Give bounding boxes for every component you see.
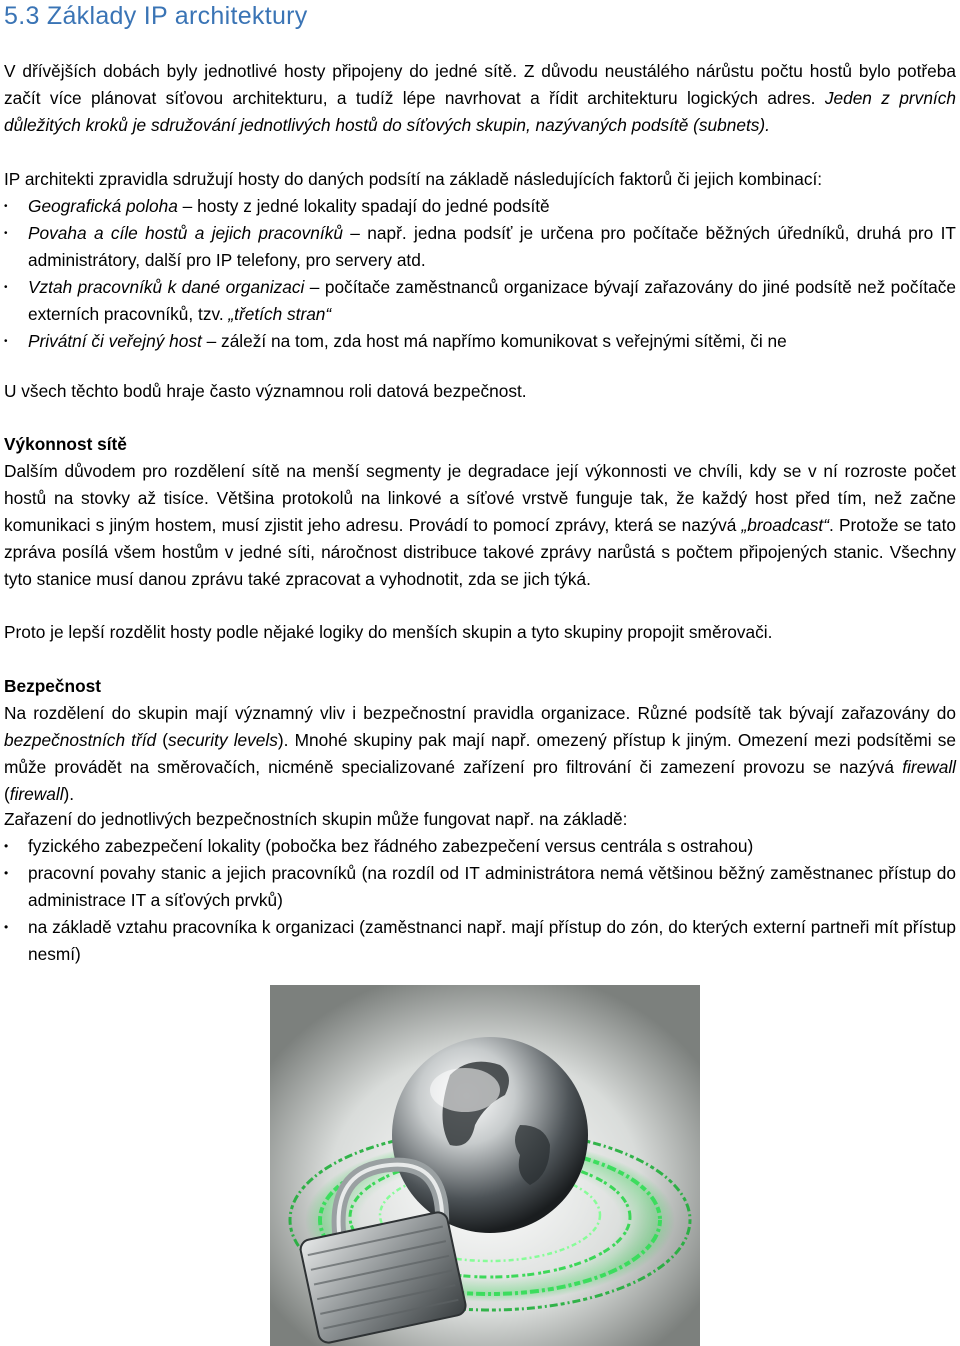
performance-text-c: . Protože se tato zpráva posílá všem hostům v jedné síti, náročnost distribuce takové zprávy narůstá s počtem připojených stanic. Všechny tyto stanice musí danou zprávu také zpracovat a vyhodnotit, zda se jich týká. (4, 515, 956, 589)
performance-text-a: Dalším důvodem pro rozdělení sítě na menší segmenty je degradace její výkonnosti ve chvíli, kdy se v ní rozroste počet hostů na stovky až tisíce. Většina protokolů na linkové a síťové vrstvě funguje tak, že každý host před tím, než začne komunikaci s jiným hostem, musí zjistit jeho adresu. Provádí to pomocí zprávy, která se nazývá (4, 461, 956, 535)
firewall-term: firewall (902, 757, 956, 777)
security-item-text: na základě vztahu pracovníka k organizaci (zaměstnanci např. mají přístup do zón, do kterých externí partneři mít přístup nesmí) (28, 917, 956, 964)
factor-item: • Geografická poloha – hosty z jedné lokality spadají do jedné podsítě (4, 196, 550, 216)
performance-conclusion: Proto je lepší rozdělit hosty podle nějaké logiky do menších skupin a tyto skupiny propojit směrovači. (4, 622, 773, 642)
intro-text-3: podsítě (subnets). (631, 115, 770, 135)
security-basis: Zařazení do jednotlivých bezpečnostních skupin může fungovat např. na základě: (4, 809, 628, 829)
security-text-g: ( (4, 784, 10, 804)
security-heading: Bezpečnost (4, 676, 101, 696)
factor-term: Geografická poloha (28, 196, 178, 216)
factor-item: • Povaha a cíle hostů a jejich pracovníků – např. jedna podsíť je určena pro počítače běžných úředníků, druhá pro IT administrátory, další pro IP telefony, pro servery atd. (4, 223, 956, 270)
performance-heading: Výkonnost sítě (4, 434, 127, 454)
firewall-term-en: firewall (9, 784, 64, 804)
security-paragraph (4, 700, 956, 808)
broadcast-term: „broadcast“ (741, 515, 829, 535)
security-text-e: ). Mnohé skupiny pak mají např. omezený přístup k jiným. Omezení mezi podsítěmi se může provádět na směrovačích, nicméně specializované zařízení pro filtrování či zamezení provozu se nazývá (4, 730, 956, 777)
factor-term: Privátní či veřejný host (28, 331, 202, 351)
security-item: • pracovní povahy stanic a jejich pracovníků (na rozdíl od IT administrátora nemá většinou běžný zaměstnanec přístup do administrace IT a síťových prvků) (4, 863, 956, 910)
intro-text-2: Jeden z prvních důležitých kroků je sdružování jednotlivých hostů do síťových skupin, nazývaných (4, 88, 956, 135)
security-list (4, 833, 956, 968)
performance-paragraph (4, 458, 956, 593)
security-class-term: bezpečnostních tříd (4, 730, 157, 750)
factors-intro: IP architekti zpravidla sdružují hosty do daných podsítí na základě následujících faktorů či jejich kombinací: (4, 169, 823, 189)
factor-term: Vztah pracovníků k dané organizaci (28, 277, 305, 297)
factor-text: – počítače zaměstnanců organizace bývají zařazovány do jiné podsítě než počítače externích pracovníků, tzv. (28, 277, 956, 324)
security-text-i: ). (63, 784, 75, 804)
factor-item: • Vztah pracovníků k dané organizaci – počítače zaměstnanců organizace bývají zařazovány do jiné podsítě než počítače externích pracovníků, tzv. „třetích stran“ (4, 277, 956, 324)
globe (392, 1037, 588, 1233)
security-levels-term: security levels (168, 730, 278, 750)
factor-item: • Privátní či veřejný host – záleží na tom, zda host má napřímo komunikovat s veřejnými sítěmi, či ne (4, 331, 787, 351)
factor-text: – např. jedna podsíť je určena pro počítače běžných úředníků, druhá pro IT administrátory, další pro IP telefony, pro servery atd. (28, 223, 956, 270)
section-heading: 5.3 Základy IP architektury (4, 2, 308, 30)
factor-text: – záleží na tom, zda host má napřímo komunikovat s veřejnými sítěmi, či ne (201, 331, 787, 351)
intro-text-1: V dřívějších dobách byly jednotlivé hosty připojeny do jedné sítě. Z důvodu neustálého nárůstu počtu hostů bylo potřeba začít více plánovat síťovou architekturu, a tudíž lépe navrhovat a řídit architekturu logických adres. (4, 61, 956, 108)
security-text-a: Na rozdělení do skupin mají významný vliv i bezpečnostní pravidla organizace. Různé podsítě tak bývají zařazovány do (4, 703, 956, 723)
summary-paragraph: U všech těchto bodů hraje často významnou roli datová bezpečnost. (4, 381, 527, 401)
factor-list (4, 193, 956, 355)
factor-term: Povaha a cíle hostů a jejich pracovníků (28, 223, 343, 243)
factor-text: – hosty z jedné lokality spadají do jedné podsítě (177, 196, 550, 216)
security-item-text: pracovní povahy stanic a jejich pracovníků (na rozdíl od IT administrátora nemá většinou běžný zaměstnanec přístup do administrace IT a síťových prvků) (28, 863, 956, 910)
security-item: • na základě vztahu pracovníka k organizaci (zaměstnanci např. mají přístup do zón, do kterých externí partneři mít přístup nesmí) (4, 917, 956, 964)
factor-term-2: „třetích stran“ (228, 304, 332, 324)
intro-paragraph (4, 58, 956, 139)
security-item-text: fyzického zabezpečení lokality (pobočka bez řádného zabezpečení versus centrála s ostrahou) (28, 836, 754, 856)
security-text-c: ( (156, 730, 169, 750)
globe-padlock-illustration (270, 985, 700, 1346)
security-item: • fyzického zabezpečení lokality (pobočka bez řádného zabezpečení versus centrála s ostrahou) (4, 836, 754, 856)
